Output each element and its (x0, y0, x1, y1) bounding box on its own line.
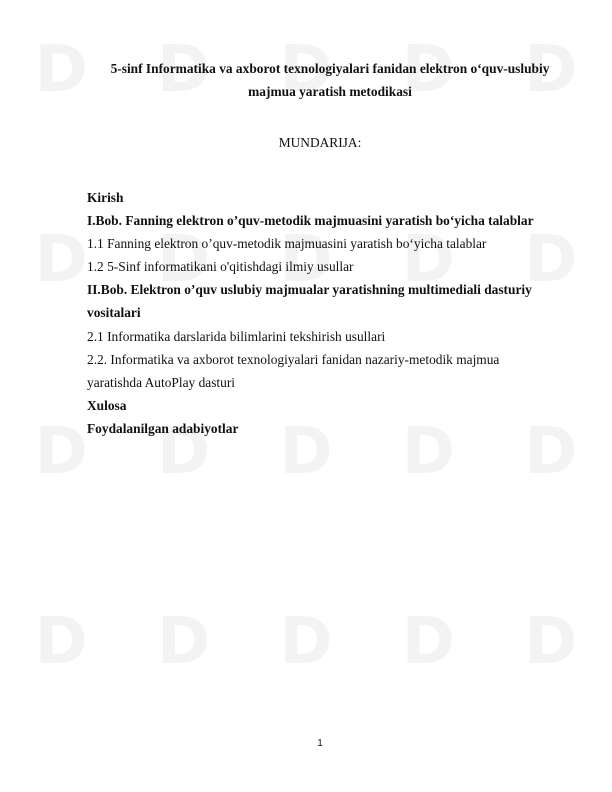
toc-entry: Kirish (87, 190, 124, 205)
toc-entry: Xulosa (87, 397, 127, 413)
document-title: 5-sinf Informatika va axborot texnologiyalari fanidan elektron o‘quv-uslubiy majmua yaratish metodikasi (110, 61, 550, 99)
watermark-logo (524, 610, 577, 674)
page-number: 1 (317, 738, 323, 749)
toc-entry: I.Bob. Fanning elektron o’quv-metodik majmuasini yaratish bo‘yicha talablar (87, 213, 534, 229)
toc-entry: II.Bob. Elektron o’quv uslubiy majmualar yaratishning multimediali dasturiy vositalari (87, 282, 532, 321)
watermark-logo (35, 228, 88, 292)
table-of-contents (87, 186, 557, 440)
watermark-logo (279, 610, 332, 674)
toc-entry: 2.2. Informatika va axborot texnologiyalari fanidan nazariy-metodik majmua yaratishda AutoPlay dasturi (87, 351, 500, 390)
watermark-logo (35, 420, 88, 484)
watermark-row (0, 610, 612, 674)
watermark-logo (157, 610, 210, 674)
toc-entry: Foydalanilgan adabiyotlar (87, 420, 239, 436)
toc-entry: 2.1 Informatika darslarida bilimlarini tekshirish usullari (87, 328, 386, 344)
watermark-logo (35, 38, 88, 102)
toc-entry: 1.2 5-Sinf informatikani o'qitishdagi ilmiy usullar (87, 259, 354, 275)
contents-heading: MUNDARIJA: (278, 135, 362, 150)
watermark-logo (402, 610, 455, 674)
toc-entry: 1.1 Fanning elektron o’quv-metodik majmuasini yaratish bo‘yicha talablar (87, 236, 487, 252)
watermark-logo (35, 610, 88, 674)
